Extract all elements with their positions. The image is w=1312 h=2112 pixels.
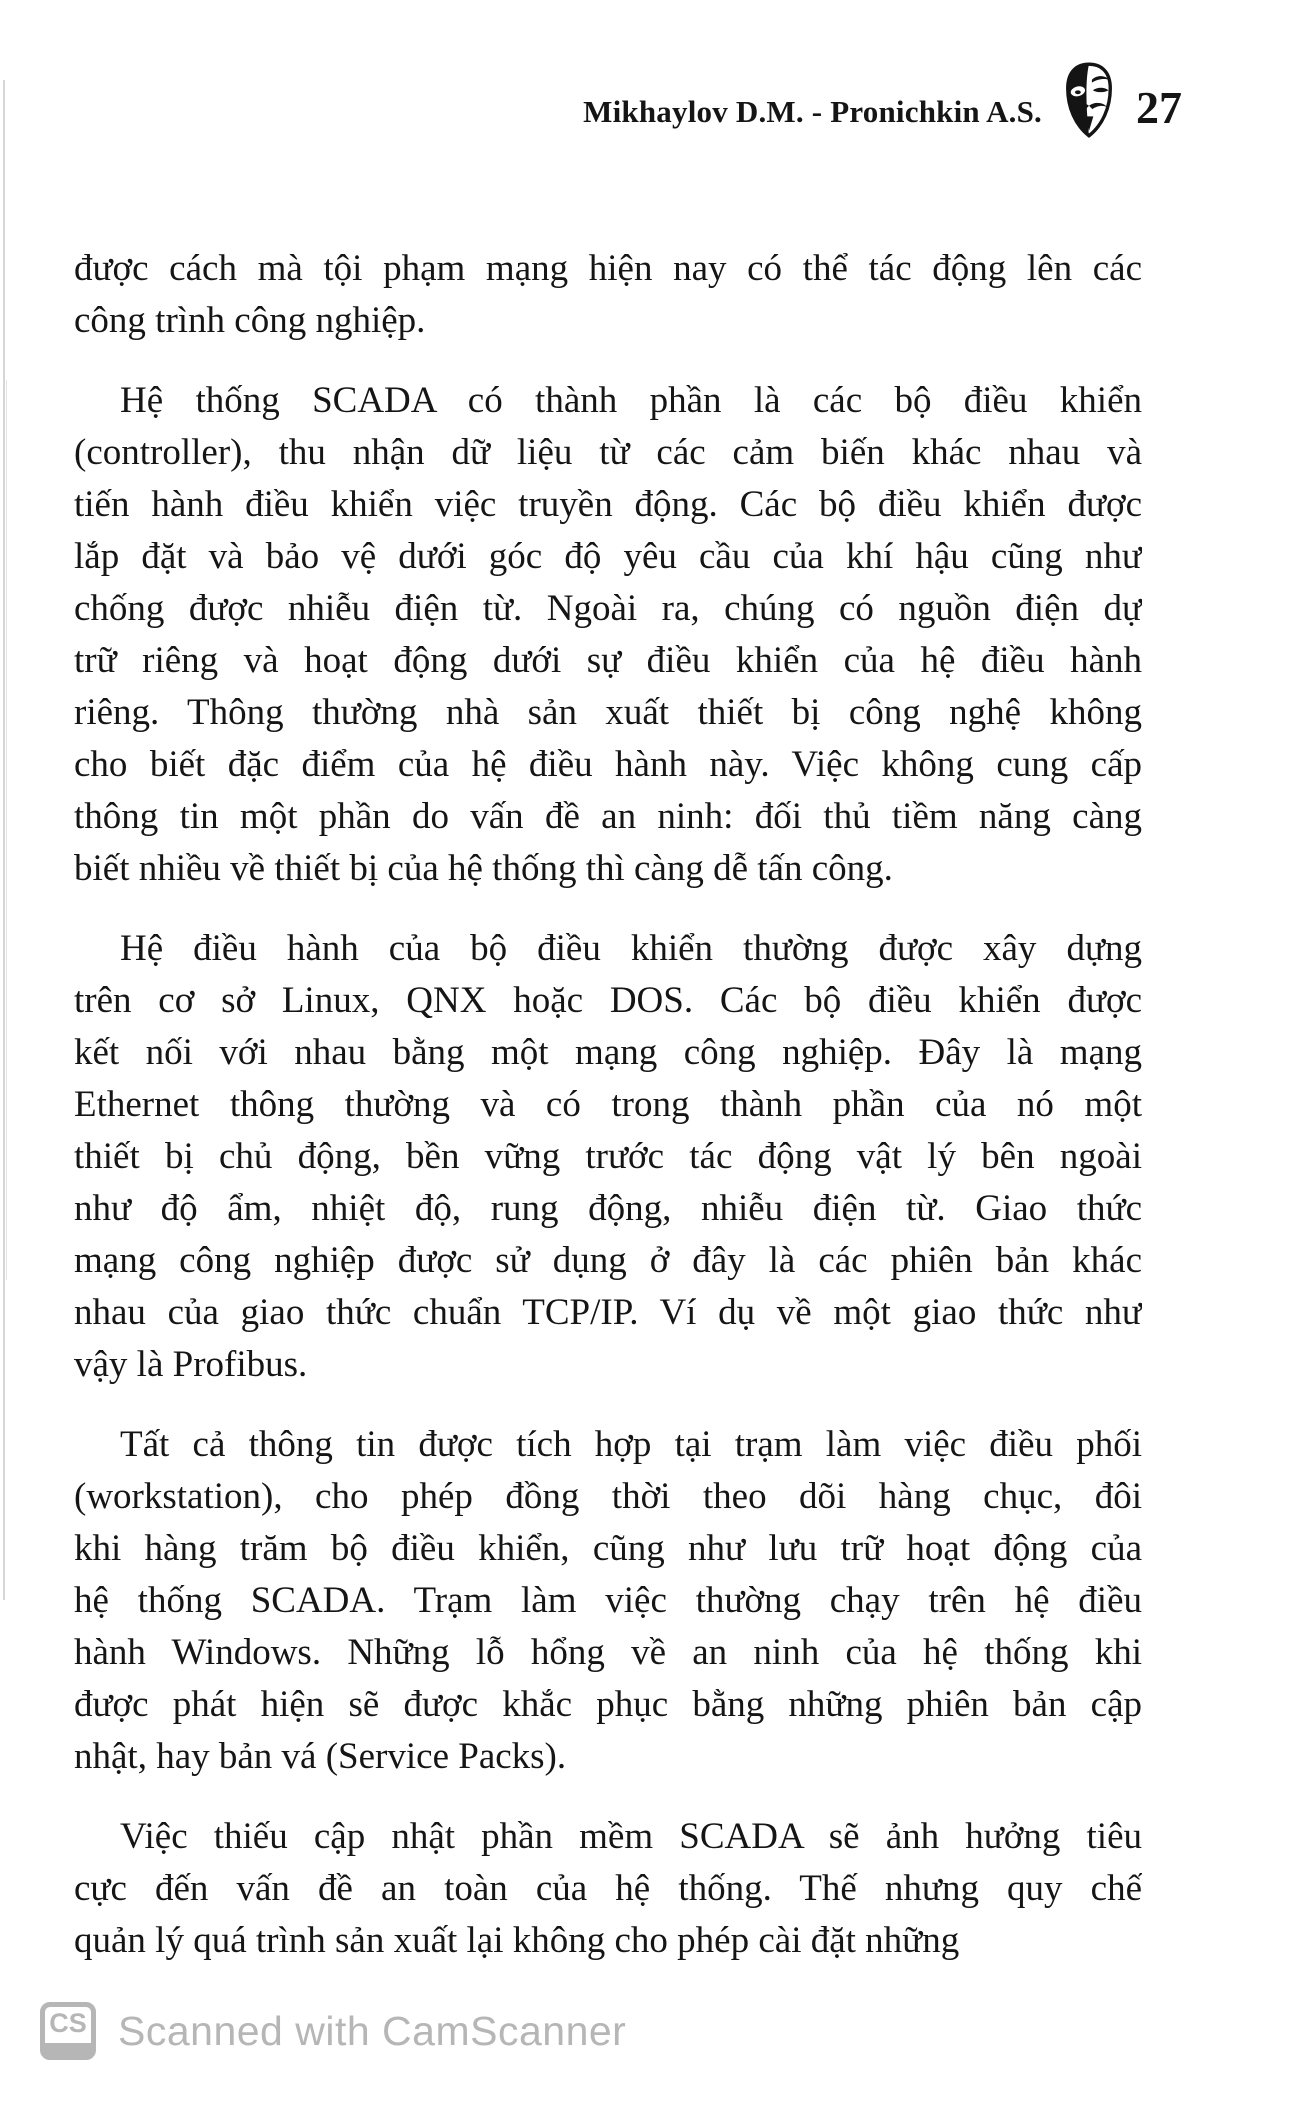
text-line: kết nối với nhau bằng một mạng công nghiệp. Đây là mạng <box>74 1032 1142 1073</box>
text-line: lắp đặt và bảo vệ dưới góc độ yêu cầu của khí hậu cũng như <box>74 536 1142 577</box>
text-line: biết nhiều về thiết bị của hệ thống thì càng dễ tấn công. <box>74 848 893 889</box>
text-line: (workstation), cho phép đồng thời theo dõi hàng chục, đôi <box>74 1476 1142 1517</box>
text-line: Hệ điều hành của bộ điều khiển thường được xây dựng <box>120 928 1142 969</box>
text-line: được phát hiện sẽ được khắc phục bằng những phiên bản cập <box>74 1684 1142 1725</box>
text-line: thiết bị chủ động, bền vững trước tác động vật lý bên ngoài <box>74 1136 1142 1177</box>
scan-edge-artifact <box>6 380 7 1280</box>
text-line: cực đến vấn đề an toàn của hệ thống. Thế nhưng quy chế <box>74 1868 1142 1909</box>
text-line: trữ riêng và hoạt động dưới sự điều khiển của hệ điều hành <box>74 640 1142 681</box>
text-line: (controller), thu nhận dữ liệu từ các cảm biến khác nhau và <box>74 432 1142 473</box>
camscanner-logo-icon <box>40 2002 96 2060</box>
paragraph <box>74 923 1142 1391</box>
page-number: 27 <box>1136 82 1182 133</box>
paragraph <box>74 375 1142 895</box>
text-line: chống được nhiễu điện từ. Ngoài ra, chúng có nguồn điện dự <box>74 588 1142 629</box>
anonymous-mask-icon <box>1060 60 1118 140</box>
text-line: Tất cả thông tin được tích hợp tại trạm làm việc điều phối <box>120 1424 1142 1465</box>
text-line: Hệ thống SCADA có thành phần là các bộ điều khiển <box>120 380 1142 421</box>
text-line: cho biết đặc điểm của hệ điều hành này. Việc không cung cấp <box>74 744 1142 785</box>
text-line: khi hàng trăm bộ điều khiển, cũng như lưu trữ hoạt động của <box>74 1528 1142 1569</box>
text-line: công trình công nghiệp. <box>74 300 426 341</box>
text-line: được cách mà tội phạm mạng hiện nay có thể tác động lên các <box>74 248 1142 289</box>
text-line: nhật, hay bản vá (Service Packs). <box>74 1736 567 1777</box>
text-line: quản lý quá trình sản xuất lại không cho phép cài đặt những <box>74 1920 960 1961</box>
scan-edge-artifact <box>3 80 5 1600</box>
text-line: trên cơ sở Linux, QNX hoặc DOS. Các bộ điều khiển được <box>74 980 1142 1021</box>
text-line: thông tin một phần do vấn đề an ninh: đối thủ tiềm năng càng <box>74 796 1142 837</box>
text-line: tiến hành điều khiển việc truyền động. Các bộ điều khiển được <box>74 484 1142 525</box>
text-line: mạng công nghiệp được sử dụng ở đây là các phiên bản khác <box>74 1240 1142 1281</box>
paragraph <box>74 243 1142 347</box>
text-line: hệ thống SCADA. Trạm làm việc thường chạy trên hệ điều <box>74 1580 1142 1621</box>
running-head-authors: Mikhaylov D.M. - Pronichkin A.S. <box>583 94 1042 129</box>
text-line: riêng. Thông thường nhà sản xuất thiết bị công nghệ không <box>74 692 1142 733</box>
camscanner-footer <box>40 2002 626 2060</box>
camscanner-logo-letters: CS <box>49 2008 87 2038</box>
text-line: như độ ẩm, nhiệt độ, rung động, nhiễu điện từ. Giao thức <box>74 1188 1142 1229</box>
body-text <box>74 243 1142 1995</box>
page-header <box>583 60 1182 140</box>
camscanner-watermark-text: Scanned with CamScanner <box>118 2007 627 2054</box>
paragraph <box>74 1419 1142 1783</box>
text-line: Ethernet thông thường và có trong thành phần của nó một <box>74 1084 1142 1125</box>
paragraph <box>74 1811 1142 1967</box>
text-line: vậy là Profibus. <box>74 1344 308 1385</box>
camscanner-logo-bottom-bar <box>44 2043 92 2056</box>
text-line: Việc thiếu cập nhật phần mềm SCADA sẽ ảnh hưởng tiêu <box>120 1816 1142 1857</box>
text-line: hành Windows. Những lỗ hổng về an ninh của hệ thống khi <box>74 1632 1142 1673</box>
text-line: nhau của giao thức chuẩn TCP/IP. Ví dụ về một giao thức như <box>74 1292 1142 1333</box>
